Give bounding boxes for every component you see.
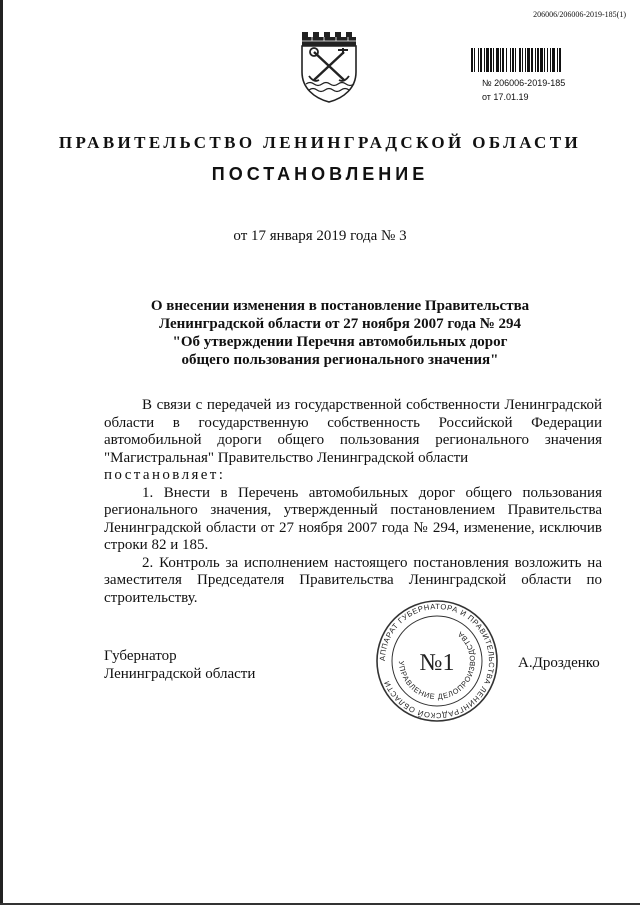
signer-name: А.Дрозденко xyxy=(518,655,600,671)
title-line: О внесении изменения в постановление Правительства xyxy=(150,298,530,314)
registration-number: № 206006-2019-185 xyxy=(482,78,566,88)
document-title xyxy=(120,297,560,369)
stamp-inner-text: УПРАВЛЕНИЕ ДЕЛОПРОИЗВОДСТВА xyxy=(396,629,478,702)
coat-of-arms-icon xyxy=(298,28,360,104)
title-line: Ленинградской области от 27 ноября 2007 года № 294 xyxy=(158,316,522,332)
body-resolves: постановляет: xyxy=(104,467,226,483)
stamp-ring-text: АППАРАТ ГУБЕРНАТОРА И ПРАВИТЕЛЬСТВА ЛЕНИНГРАДСКОЙ ОБЛАСТИ xyxy=(377,601,497,721)
body-intro: В связи с передачей из государственной собственности Ленинградской области в государственную собственность Российской Федерации автомобильной дороги общего пользования регионального значения "Магистральная" Правительство Ленинградской области xyxy=(104,397,602,466)
document-date-line: от 17 января 2019 года № 3 xyxy=(233,228,407,244)
document-type: ПОСТАНОВЛЕНИЕ xyxy=(211,164,429,184)
document-number: 206006/206006-2019-185(1) xyxy=(533,10,626,19)
title-line: общего пользования регионального значения" xyxy=(181,352,499,368)
stamp-center-number: №1 xyxy=(419,650,455,676)
registration-date: от 17.01.19 xyxy=(482,92,529,102)
official-stamp xyxy=(374,598,500,724)
body-item-2: 2. Контроль за исполнением настоящего постановления возложить на заместителя Председателя Правительства Ленинградской области по строительству. xyxy=(104,554,602,606)
body-item-1: 1. Внести в Перечень автомобильных дорог общего пользования регионального значения, утвержденный постановлением Правительства Ленинградской области от 27 ноября 2007 года № 294, изменение, исключив строки 82 и 185. xyxy=(104,484,602,553)
signer-title-line: Ленинградской области xyxy=(104,666,256,682)
signer-title-line: Губернатор xyxy=(104,648,177,664)
organization-name: ПРАВИТЕЛЬСТВО ЛЕНИНГРАДСКОЙ ОБЛАСТИ xyxy=(58,133,582,152)
barcode-icon xyxy=(471,48,597,72)
document-body xyxy=(104,397,602,607)
signer-title xyxy=(104,647,255,683)
title-line: "Об утверждении Перечня автомобильных дорог xyxy=(172,334,508,350)
